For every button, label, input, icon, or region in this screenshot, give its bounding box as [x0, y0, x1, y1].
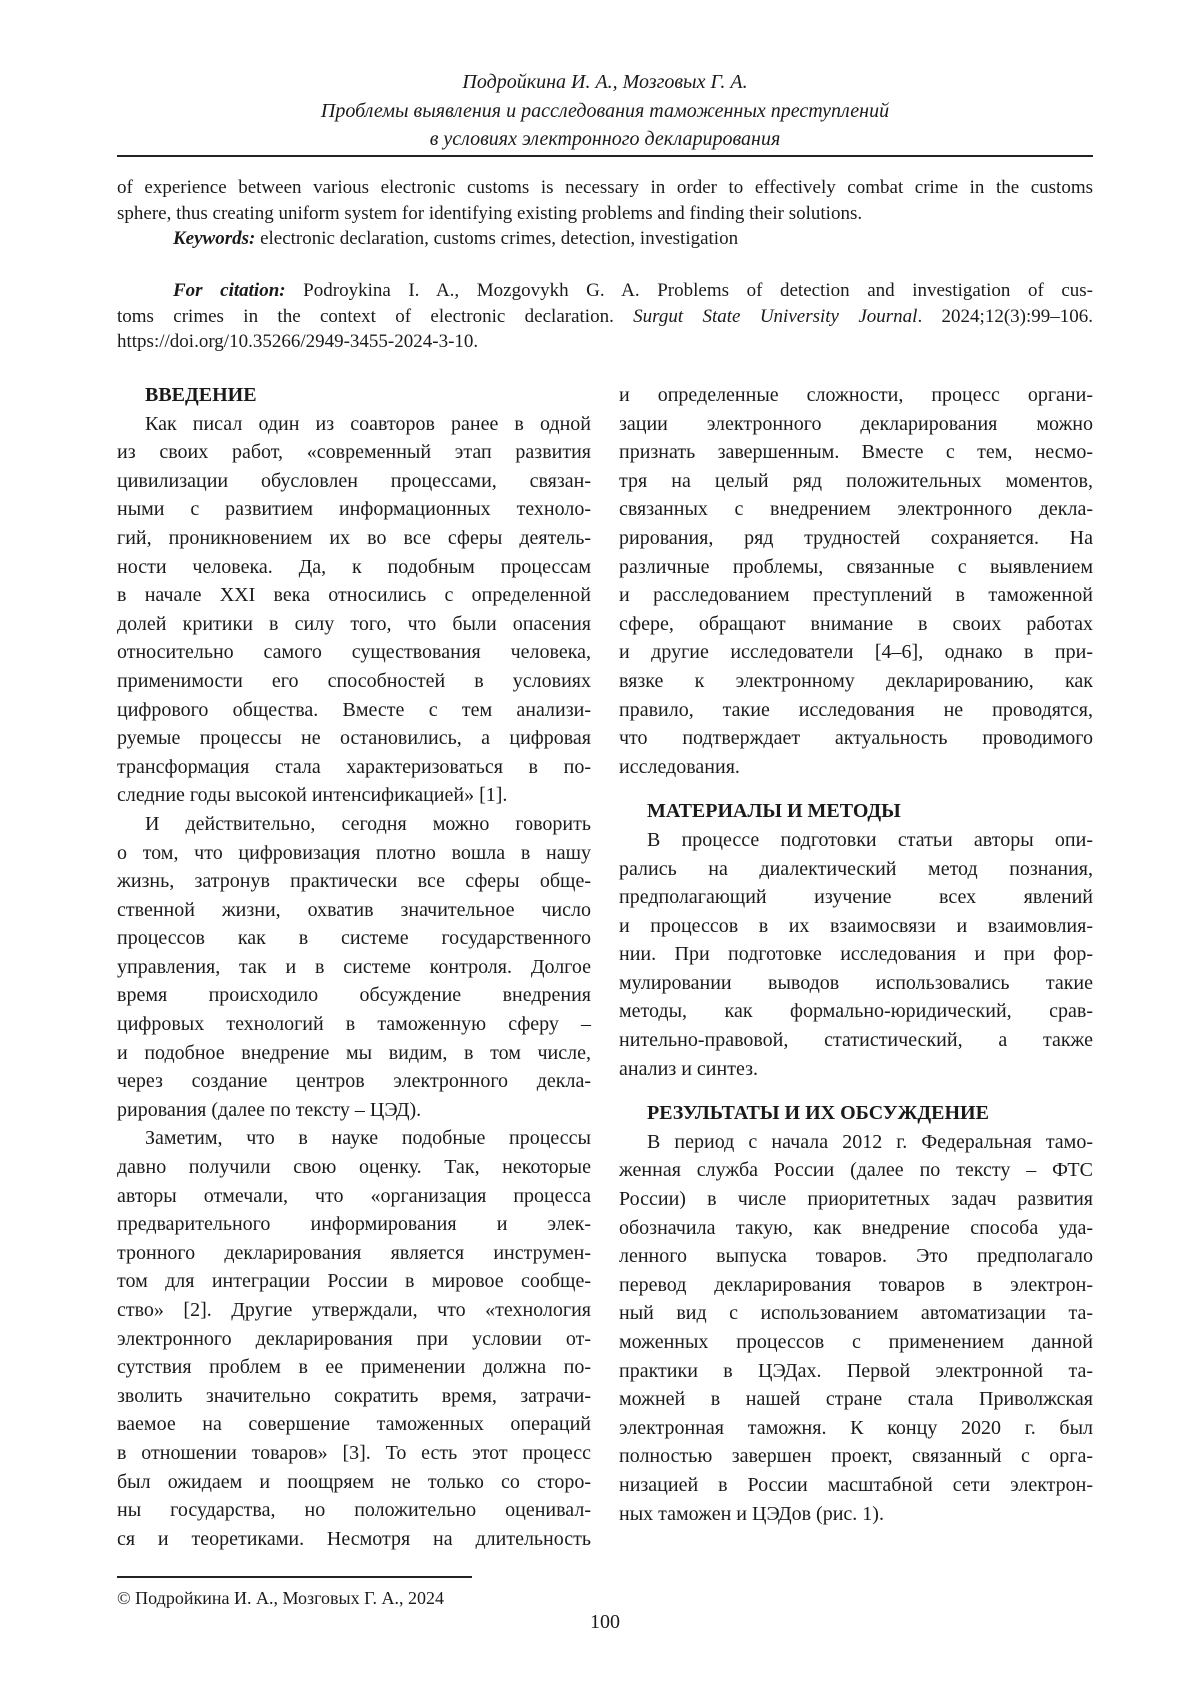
citation-label: For citation: [173, 280, 286, 301]
keywords-label: Keywords: [173, 228, 256, 249]
text-line: что подтверждает актуальность проводимого [619, 727, 1093, 750]
text-line: И действительно, сегодня можно говорить [145, 812, 591, 835]
running-head-authors: Подройкина И. А., Мозговых Г. А. [462, 71, 748, 93]
citation-text: . 2024;12(3):99–106. [917, 305, 1093, 327]
text-line: из своих работ, «современный этап развития [117, 441, 591, 464]
text-line: мулировании выводов использовались такие [619, 971, 1093, 994]
text-line: связанных с внедрением электронного декла- [619, 498, 1093, 521]
text-line: том для интеграции России в мировое сообще- [117, 1270, 591, 1293]
text-line: нии. При подготовке исследования и при фор- [619, 943, 1093, 966]
text-line: зволить значительно сократить время, затрачи- [117, 1384, 591, 1407]
text-line: полностью завершен проект, связанный с орга- [619, 1445, 1093, 1468]
text-line: ных таможен и ЦЭДов (рис. 1). [619, 1502, 884, 1525]
text-line: жизнь, затронув практически все сферы обще- [117, 870, 591, 893]
text-line: перевод декларирования товаров в электрон- [619, 1273, 1093, 1296]
text-line: ный вид с использованием автоматизации та- [619, 1302, 1093, 1325]
text-line: время происходило обсуждение внедрения [117, 984, 591, 1007]
text-line: обозначила такую, как внедрение способа уда- [619, 1216, 1093, 1239]
text-line: цифрового общества. Вместе с тем анализи- [117, 698, 591, 721]
text-line: В процессе подготовки статьи авторы опи- [647, 828, 1093, 851]
text-line: моженных процессов с применением данной [619, 1331, 1093, 1353]
text-line: применимости его способностей в условиях [117, 669, 591, 692]
doi-link[interactable]: https://doi.org/10.35266/2949-3455-2024-3-10. [117, 331, 479, 352]
text-line: руемые процессы не остановились, а цифровая [117, 727, 591, 750]
text-line: в отношении товаров» [3]. То есть этот процесс [117, 1441, 591, 1464]
text-line: можней в нашей стране стала Приволжская [619, 1388, 1093, 1411]
page-number: 100 [590, 1611, 620, 1633]
text-line: процессов как в системе государственного [117, 927, 591, 950]
section-heading: МАТЕРИАЛЫ И МЕТОДЫ [647, 800, 901, 823]
text-line: методы, как формально-юридический, срав- [619, 1000, 1093, 1023]
text-line: тронного декларирования является инструмен- [117, 1241, 591, 1264]
left-column [117, 381, 591, 1553]
text-line: рались на диалектический метод познания, [619, 857, 1093, 880]
text-line: практики в ЦЭДах. Первой электронной та- [619, 1359, 1093, 1382]
footnote-divider [117, 1576, 472, 1578]
text-line: и определенные сложности, процесс органи- [619, 384, 1093, 406]
text-line: сутствия проблем в ее применении должна по- [117, 1356, 591, 1379]
text-line: женная служба России (далее по тексту – ФТС [619, 1159, 1093, 1182]
running-head-title-line1: Проблемы выявления и расследования таможенных преступлений [320, 99, 890, 122]
text-line: управления, так и в системе контроля. Долгое [117, 955, 591, 978]
citation-line [117, 278, 1093, 304]
text-line: следние годы высокой интенсификацией» [1]. [117, 784, 508, 807]
text-line: низацией в России масштабной сети электрон- [619, 1473, 1093, 1496]
text-line: авторы отмечали, что «организация процесса [117, 1184, 591, 1207]
text-line: признать завершенным. Вместе с тем, несмо- [619, 441, 1093, 464]
section-gap [619, 1083, 1093, 1099]
paragraph [619, 1128, 1093, 1528]
citation-line [117, 304, 1093, 330]
text-line: Заметим, что в науке подобные процессы [145, 1127, 591, 1150]
section-heading: РЕЗУЛЬТАТЫ И ИХ ОБСУЖДЕНИЕ [647, 1102, 989, 1125]
text-line: вязке к электронному декларированию, как [619, 669, 1093, 692]
text-line: цифровых технологий в таможенную сферу – [117, 1013, 591, 1036]
text-line: В период с начала 2012 г. Федеральная тамо- [647, 1130, 1093, 1153]
paragraph [619, 381, 1093, 781]
text-line: и расследованием преступлений в таможенной [619, 584, 1093, 607]
text-line: анализ и синтез. [619, 1057, 758, 1080]
abstract-line: of experience between various electronic customs is necessary in order to effectively combat crime in the customs [117, 177, 1093, 198]
paragraph [117, 810, 591, 1125]
keywords [117, 226, 1093, 252]
text-line: рирования (далее по тексту – ЦЭД). [117, 1098, 422, 1121]
text-line: относительно самого существования человека, [117, 641, 591, 664]
right-column [619, 381, 1093, 1528]
copyright-footnote: © Подройкина И. А., Мозговых Г. А., 2024 [117, 1588, 445, 1608]
paragraph [117, 410, 591, 810]
text-line: различные проблемы, связанные с выявлением [619, 555, 1093, 578]
text-line: давно получили свою оценку. Так, некоторые [117, 1156, 591, 1179]
text-line: электронная таможня. К концу 2020 г. был [619, 1416, 1093, 1439]
text-line: рирования, ряд трудностей сохраняется. На [619, 526, 1093, 549]
journal-name: Surgut State University Journal [633, 305, 918, 327]
text-line: о том, что цифровизация плотно вошла в нашу [117, 841, 591, 864]
text-line: ленного выпуска товаров. Это предполагало [619, 1245, 1093, 1268]
text-line: сфере, обращают внимание в своих работах [619, 612, 1093, 635]
text-line: через создание центров электронного декла- [117, 1070, 591, 1093]
running-head [117, 68, 1093, 154]
text-line: гий, проникновением их во все сферы деятель- [117, 526, 591, 549]
text-line: ными с развитием информационных техноло- [117, 498, 591, 521]
text-line: ваемое на совершение таможенных операций [117, 1413, 591, 1436]
section-gap [619, 781, 1093, 797]
text-line: долей критики в силу того, что были опасения [117, 612, 591, 635]
text-line: и другие исследователи [4–6], однако в при- [619, 641, 1093, 664]
text-line: ны государства, но положительно оценивал- [117, 1499, 591, 1522]
text-line: предполагающий изучение всех явлений [619, 886, 1093, 909]
text-line: зации электронного декларирования можно [619, 412, 1093, 435]
abstract-line: sphere, thus creating uniform system for identifying existing problems and finding their solutions. [117, 202, 863, 224]
citation [117, 278, 1093, 355]
text-line: и процессов в их взаимосвязи и взаимовлия- [619, 914, 1093, 937]
text-line: предварительного информирования и элек- [117, 1213, 591, 1236]
text-line: нительно-правовой, статистический, а также [619, 1029, 1093, 1052]
citation-text: Podroykina I. A., Mozgovykh G. A. Problems of detection and investigation of cus- [285, 280, 1093, 301]
text-line: цивилизации обусловлен процессами, связан- [117, 469, 591, 492]
text-line: электронного декларирования при условии от- [117, 1327, 591, 1350]
running-head-title-line2: в условиях электронного декларирования [429, 128, 781, 150]
text-line: ственной жизни, охватив значительное число [117, 898, 591, 921]
header-divider [117, 155, 1093, 157]
text-line: трансформация стала характеризоваться в по- [117, 755, 591, 778]
text-line: исследования. [619, 755, 740, 778]
text-line: Как писал один из соавторов ранее в одной [145, 412, 591, 435]
text-line: ности человека. Да, к подобным процессам [117, 555, 591, 578]
text-line: ство» [2]. Другие утверждали, что «технология [117, 1299, 591, 1321]
paragraph [117, 1124, 591, 1553]
text-line: тря на целый ряд положительных моментов, [619, 469, 1093, 492]
text-line: в начале XXI века относились с определенной [117, 584, 591, 607]
text-line: России) в числе приоритетных задач развития [619, 1188, 1093, 1211]
citation-text: toms crimes in the context of electronic declaration. [117, 305, 634, 327]
text-line: правило, такие исследования не проводятся, [619, 698, 1093, 721]
paragraph [619, 826, 1093, 1083]
keywords-text: electronic declaration, customs crimes, detection, investigation [255, 228, 739, 249]
text-line: был ожидаем и поощряем не только со сторо- [117, 1470, 591, 1493]
text-line: ся и теоретиками. Несмотря на длительность [117, 1527, 591, 1550]
text-line: и подобное внедрение мы видим, в том числе, [117, 1041, 591, 1064]
section-heading: ВВЕДЕНИЕ [145, 384, 257, 406]
abstract-tail [117, 175, 1093, 252]
